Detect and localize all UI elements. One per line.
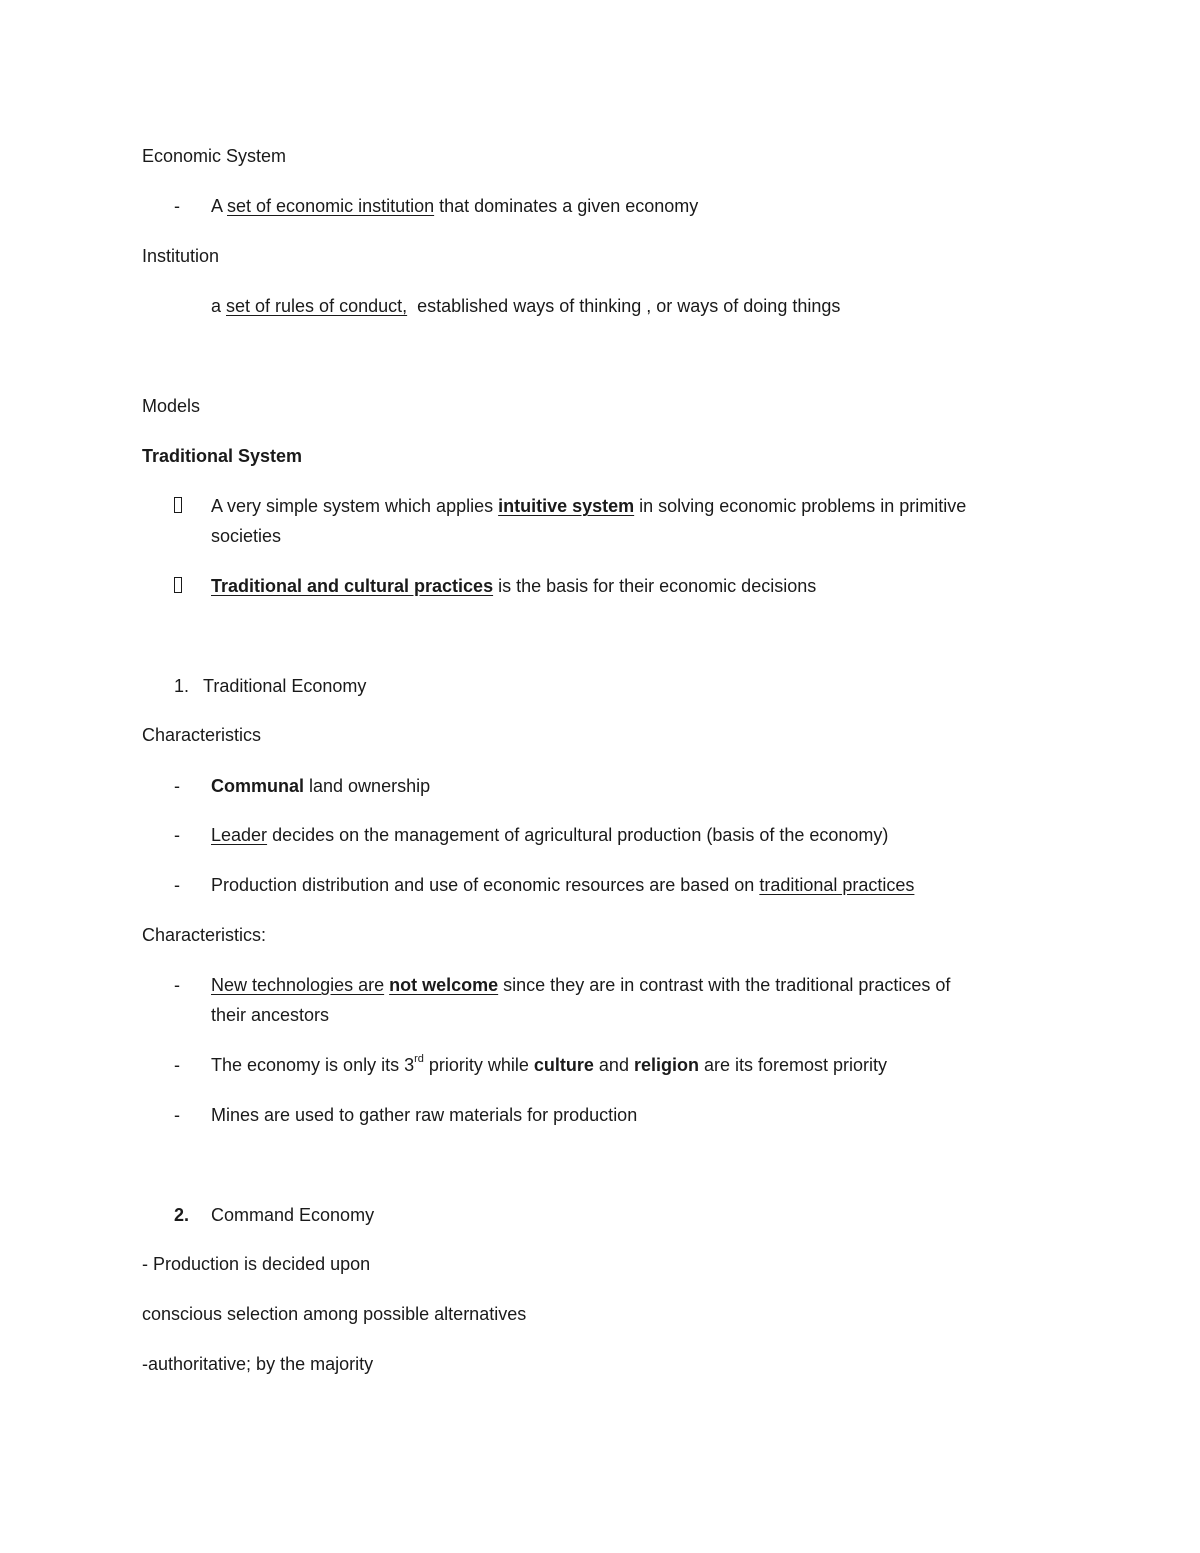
text-run: A very simple system which applies	[211, 496, 499, 516]
list-marker: -	[174, 1105, 180, 1125]
heading-institution: Institution	[142, 246, 220, 266]
text-run: established ways of thinking , or ways of doing things	[407, 296, 841, 316]
heading-characteristics: Characteristics	[142, 725, 262, 745]
section-1-title: Traditional Economy	[203, 676, 367, 696]
underlined-term: set of rules of conduct,	[226, 296, 408, 316]
characteristic-item	[211, 820, 888, 850]
box-bullet-icon	[174, 491, 182, 521]
text-run: and	[593, 1055, 634, 1075]
list-marker: -	[174, 825, 180, 845]
command-economy-line: conscious selection among possible alternatives	[142, 1304, 527, 1324]
traditional-system-point-1-continuation: societies	[211, 526, 282, 546]
text-run: that dominates a given economy	[434, 196, 699, 216]
text-run: priority while	[423, 1055, 534, 1075]
list-marker: -	[174, 776, 180, 796]
text-run: since they are in contrast with the traditional practices of	[498, 975, 951, 995]
section-1-number: 1.	[174, 676, 190, 696]
list-marker: -	[174, 196, 180, 216]
characteristic-item	[211, 970, 950, 1000]
bold-term: religion	[633, 1055, 699, 1075]
text-run: is the basis for their economic decisions	[493, 576, 817, 596]
text-run: a	[211, 296, 227, 316]
text-run: The economy is only its 3	[211, 1055, 415, 1075]
bold-underlined-term: intuitive system	[498, 496, 635, 516]
traditional-system-point-2	[211, 571, 816, 601]
definition-institution	[211, 291, 840, 321]
list-marker: -	[174, 1055, 180, 1075]
text-run: decides on the management of agricultural production (basis of the economy)	[267, 825, 889, 845]
command-economy-line: - Production is decided upon	[142, 1254, 371, 1274]
characteristic-item	[211, 870, 914, 900]
underlined-term: traditional practices	[759, 875, 915, 895]
bold-term: culture	[533, 1055, 594, 1075]
underlined-term: Leader	[211, 825, 268, 845]
traditional-system-point-1	[211, 491, 966, 521]
box-bullet-icon	[174, 571, 182, 601]
definition-economic-system	[211, 191, 698, 221]
text-run: A	[211, 196, 228, 216]
text-run: land ownership	[304, 776, 431, 796]
list-marker: -	[174, 875, 180, 895]
section-2-title: Command Economy	[211, 1205, 375, 1225]
bold-term: Communal	[211, 776, 305, 796]
heading-traditional-system: Traditional System	[142, 446, 303, 466]
section-2-number: 2.	[174, 1205, 190, 1225]
heading-economic-system: Economic System	[142, 146, 287, 166]
characteristic-item	[211, 771, 430, 801]
characteristic-item: Mines are used to gather raw materials for production	[211, 1105, 638, 1125]
command-economy-line: -authoritative; by the majority	[142, 1354, 374, 1374]
characteristic-item	[211, 1050, 887, 1080]
bold-underlined-term: Traditional and cultural practices	[211, 576, 494, 596]
underlined-term: set of economic institution	[227, 196, 435, 216]
text-run: in solving economic problems in primitive	[634, 496, 967, 516]
characteristic-item-continuation: their ancestors	[211, 1005, 330, 1025]
underlined-term: New technologies are	[211, 975, 385, 995]
text-run: are its foremost priority	[698, 1055, 888, 1075]
ordinal-superscript: rd	[414, 1053, 424, 1065]
heading-models: Models	[142, 396, 201, 416]
text-run: Production distribution and use of economic resources are based on	[211, 875, 760, 895]
list-marker: -	[174, 975, 180, 995]
bold-underlined-term: not welcome	[389, 975, 499, 995]
heading-characteristics: Characteristics:	[142, 925, 267, 945]
